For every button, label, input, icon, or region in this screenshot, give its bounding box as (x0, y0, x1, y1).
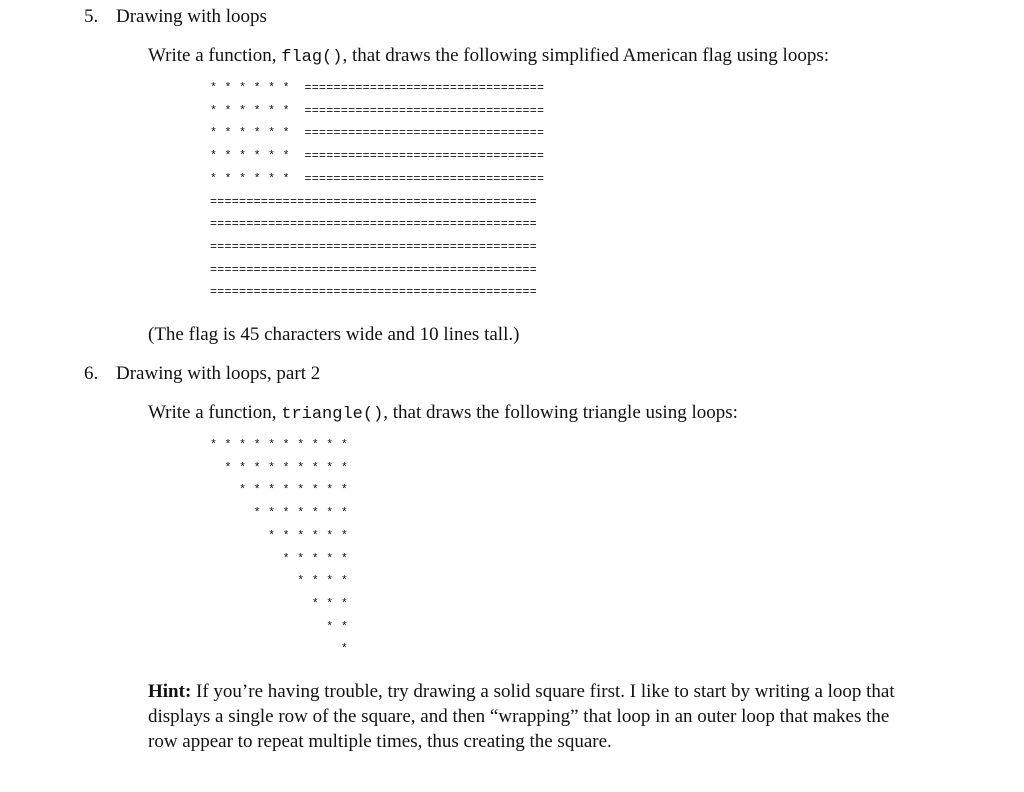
triangle-line: * * * * * * * * * (210, 461, 349, 475)
flag-line: ============================================= (210, 240, 538, 254)
flag-line: * * * * * * ================================= (210, 104, 545, 118)
section-6-number: 6. (84, 363, 99, 384)
triangle-line: * * * * * * * * * * (210, 439, 349, 452)
flag-line: ============================================= (210, 286, 538, 300)
section-5-title: Drawing with loops (116, 6, 267, 27)
section-5-number: 5. (84, 6, 99, 27)
section-6-intro (148, 402, 738, 424)
section-6-intro-after: , that draws the following triangle using loops: (383, 402, 738, 423)
flag-line: ============================================= (210, 195, 538, 209)
flag-line: ============================================= (210, 263, 538, 277)
triangle-line: * * * * * * (210, 529, 349, 543)
triangle-line: * * * (210, 597, 349, 611)
flag-line: ============================================= (210, 218, 538, 232)
triangle-ascii-art (210, 435, 348, 662)
hint-text: If you’re having trouble, try drawing a solid square first. I like to start by writing a loop that displays a single row of the square, and then “wrapping” that loop in an outer loop that makes the row appear to repeat multiple times, thus creating the square. (148, 681, 895, 752)
flag-line: * * * * * * ================================= (210, 82, 545, 95)
flag-line: * * * * * * ================================= (210, 127, 545, 141)
flag-function-name: flag() (281, 48, 343, 67)
triangle-line: * (210, 643, 349, 657)
triangle-line: * * (210, 620, 349, 634)
hint-label: Hint: (148, 681, 192, 702)
section-5-intro-after: , that draws the following simplified American flag using loops: (342, 45, 830, 66)
triangle-line: * * * * * * * (210, 507, 349, 521)
triangle-line: * * * * (210, 575, 349, 589)
section-6-heading (84, 363, 320, 385)
flag-line: * * * * * * ================================= (210, 150, 545, 164)
flag-ascii-art (210, 78, 544, 305)
triangle-function-name: triangle() (281, 405, 384, 424)
triangle-line: * * * * * (210, 552, 349, 566)
section-6-intro-before: Write a function, (148, 402, 282, 423)
section-5-intro-before: Write a function, (148, 45, 282, 66)
hint-paragraph (148, 679, 908, 754)
section-5-heading (84, 6, 267, 28)
flag-line: * * * * * * ================================= (210, 172, 545, 186)
triangle-line: * * * * * * * * (210, 484, 349, 498)
section-6-title: Drawing with loops, part 2 (116, 363, 321, 384)
flag-caption: (The flag is 45 characters wide and 10 lines tall.) (148, 324, 520, 345)
section-5-intro (148, 45, 829, 67)
